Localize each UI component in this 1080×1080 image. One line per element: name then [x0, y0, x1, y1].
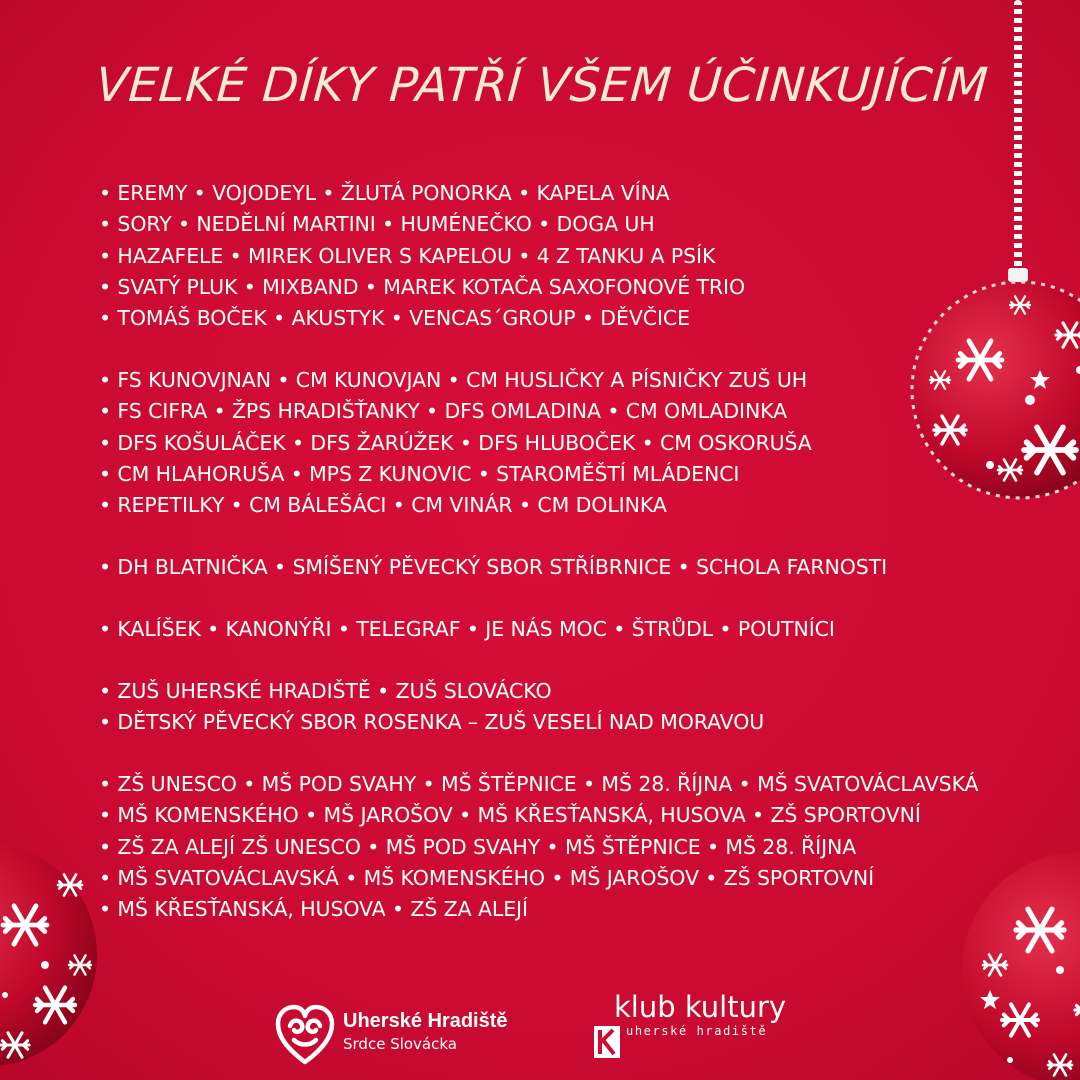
club-logo-name: klub kultury: [614, 990, 787, 1024]
list-line: • HAZAFELE • MIREK OLIVER S KAPELOU • 4 Z TANKU A PSÍK: [99, 243, 716, 268]
list-line: • EREMY • VOJODEYL • ŽLUTÁ PONORKA • KAPELA VÍNA: [99, 181, 670, 205]
christmas-ornament-icon: [960, 850, 1080, 1080]
list-line: • ZŠ UNESCO • MŠ POD SVAHY • MŠ ŠTĚPNICE • MŠ 28. ŘÍJNA • MŠ SVATOVÁCLAVSKÁ: [99, 772, 979, 797]
list-line: • FS KUNOVJNAN • CM KUNOVJAN • CM HUSLIČKY A PÍSNIČKY ZUŠ UH: [99, 368, 808, 393]
city-logo-name: Uherské Hradiště: [343, 1010, 508, 1032]
list-line: • MŠ KOMENSKÉHO • MŠ JAROŠOV • MŠ KŘESŤANSKÁ, HUSOVA • ZŠ SPORTOVNÍ: [99, 803, 921, 828]
city-logo-tagline: Srdce Slovácka: [343, 1035, 457, 1053]
christmas-ornament-icon: [0, 840, 100, 1070]
list-line: • DH BLATNIČKA • SMÍŠENÝ PĚVECKÝ SBOR STŘÍBRNICE • SCHOLA FARNOSTI: [99, 555, 888, 580]
list-line: • MŠ SVATOVÁCLAVSKÁ • MŠ KOMENSKÉHO • MŠ JAROŠOV • ZŠ SPORTOVNÍ: [99, 866, 875, 891]
klub-kultury-k-icon: [594, 1026, 620, 1058]
christmas-ornament-icon: [905, 275, 1080, 505]
list-line: • TOMÁŠ BOČEK • AKUSTYK • VENCAS´GROUP • DĚVČICE: [99, 306, 690, 331]
heart-logo-icon: [274, 1002, 336, 1068]
list-line: • SVATÝ PLUK • MIXBAND • MAREK KOTAČA SAXOFONOVÉ TRIO: [99, 274, 746, 299]
list-line: • KALÍŠEK • KANONÝŘI • TELEGRAF • JE NÁS MOC • ŠTRŮDL • POUTNÍCI: [99, 617, 835, 642]
list-line: • CM HLAHORUŠA • MPS Z KUNOVIC • STAROMĚŠTÍ MLÁDENCI: [99, 461, 740, 486]
city-logo: [274, 1000, 564, 1070]
list-line: • SORY • NEDĚLNÍ MARTINI • HUMÉNEČKO • DOGA UH: [99, 212, 655, 237]
list-line: • ZŠ ZA ALEJÍ ZŠ UNESCO • MŠ POD SVAHY • MŠ ŠTĚPNICE • MŠ 28. ŘÍJNA: [99, 834, 857, 859]
list-line: • ZUŠ UHERSKÉ HRADIŠTĚ • ZUŠ SLOVÁCKO: [99, 678, 552, 703]
list-line: • MŠ KŘESŤANSKÁ, HUSOVA • ZŠ ZA ALEJÍ: [99, 897, 528, 922]
list-line: • DFS KOŠULÁČEK • DFS ŽARÚŽEK • DFS HLUBOČEK • CM OSKORUŠA: [99, 430, 812, 455]
club-logo-subtitle: uherské hradiště: [626, 1024, 768, 1038]
list-line: • REPETILKY • CM BÁLEŠÁCI • CM VINÁR • CM DOLINKA: [99, 493, 667, 518]
ornament-string: [1014, 0, 1022, 275]
page-title: VELKÉ DÍKY PATŘÍ VŠEM ÚČINKUJÍCÍM: [94, 58, 991, 113]
list-line: • FS CIFRA • ŽPS HRADIŠŤANKY • DFS OMLADINA • CM OMLADINKA: [99, 399, 788, 424]
list-line: • DĚTSKÝ PĚVECKÝ SBOR ROSENKA – ZUŠ VESELÍ NAD MORAVOU: [99, 710, 765, 735]
club-logo: [592, 988, 832, 1068]
